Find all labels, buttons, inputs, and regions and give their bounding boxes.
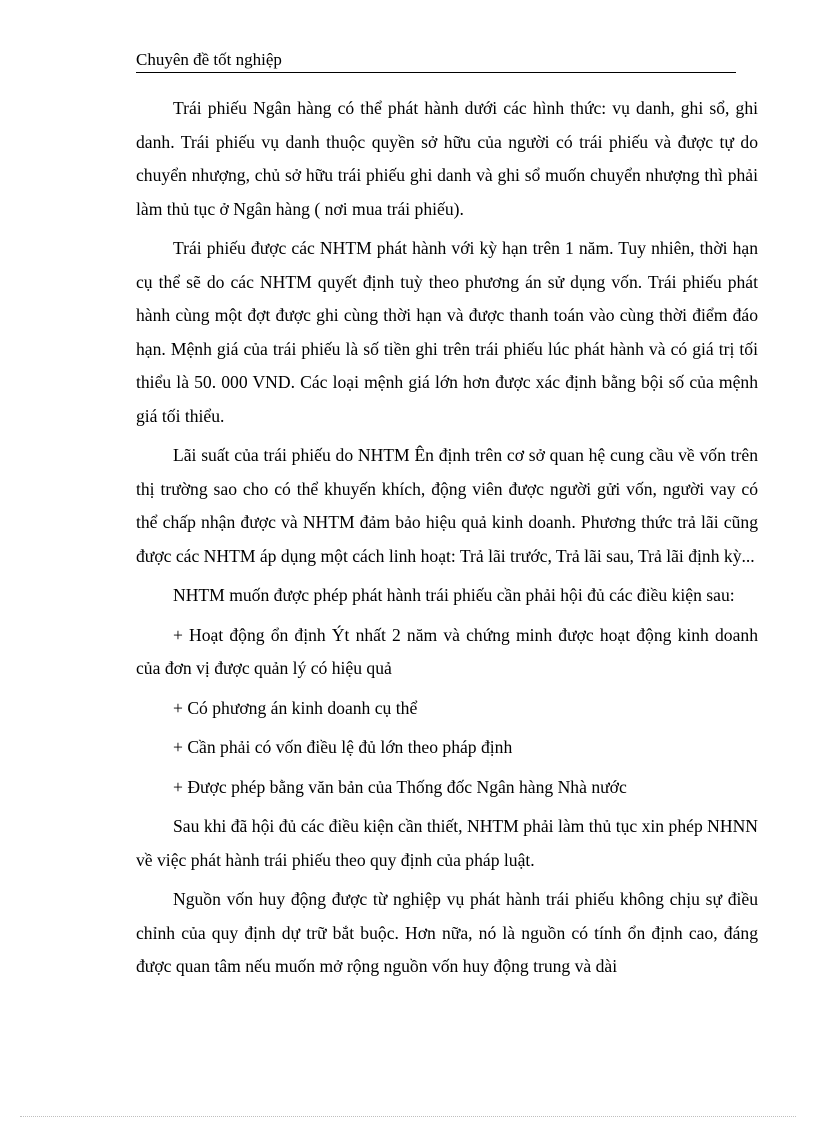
paragraph: Trái phiếu được các NHTM phát hành với kỳ hạn trên 1 năm. Tuy nhiên, thời hạn cụ thể sẽ do các NHTM quyết định tuỳ theo phương án sử dụng vốn. Trái phiếu phát hành cùng một đợt được ghi cùng thời hạn và được thanh toán vào cùng thời điểm đáo hạn. Mệnh giá của trái phiếu là số tiền ghi trên trái phiếu lúc phát hành và có giá trị tối thiểu là 50. 000 VND. Các loại mệnh giá lớn hơn được xác định bằng bội số của mệnh giá tối thiểu. (136, 238, 758, 426)
list-item: + Cần phải có vốn điều lệ đủ lớn theo pháp định (173, 737, 513, 757)
header-title: Chuyên đề tốt nghiệp (136, 50, 282, 69)
paragraph: Nguồn vốn huy động được từ nghiệp vụ phát hành trái phiếu không chịu sự điều chỉnh của quy định dự trữ bắt buộc. Hơn nữa, nó là nguồn có tính ổn định cao, đáng được quan tâm nếu muốn mở rộng nguồn vốn huy động trung và dài (136, 889, 758, 976)
paragraph: Lãi suất của trái phiếu do NHTM Ên định trên cơ sở quan hệ cung cầu về vốn trên thị trường sao cho có thể khuyến khích, động viên được người gửi vốn, người vay có thể chấp nhận được và NHTM đảm bảo hiệu quả kinh doanh. Phương thức trả lãi cũng được các NHTM áp dụng một cách linh hoạt: Trả lãi trước, Trả lãi sau, Trả lãi định kỳ... (136, 445, 758, 566)
list-item: + Được phép bằng văn bản của Thống đốc Ngân hàng Nhà nước (173, 776, 627, 797)
paragraph: Trái phiếu Ngân hàng có thể phát hành dưới các hình thức: vụ danh, ghi sổ, ghi danh. Trái phiếu vụ danh thuộc quyền sở hữu của người có trái phiếu và được tự do chuyển nhượng, chủ sở hữu trái phiếu ghi danh và ghi sổ muốn chuyển nhượng thì phải làm thủ tục ở Ngân hàng ( nơi mua trái phiếu). (136, 98, 758, 219)
paragraph: Sau khi đã hội đủ các điều kiện cần thiết, NHTM phải làm thủ tục xin phép NHNN về việc phát hành trái phiếu theo quy định của pháp luật. (136, 816, 758, 870)
page-bottom-divider (20, 1116, 796, 1117)
paragraph: NHTM muốn được phép phát hành trái phiếu cần phải hội đủ các điều kiện sau: (173, 585, 735, 605)
list-item: + Có phương án kinh doanh cụ thể (173, 697, 418, 718)
document-body (136, 92, 758, 984)
list-item: + Hoạt động ổn định Ýt nhất 2 năm và chứng minh được hoạt động kinh doanh của đơn vị được quản lý có hiệu quả (136, 624, 758, 678)
page-header (136, 50, 736, 73)
